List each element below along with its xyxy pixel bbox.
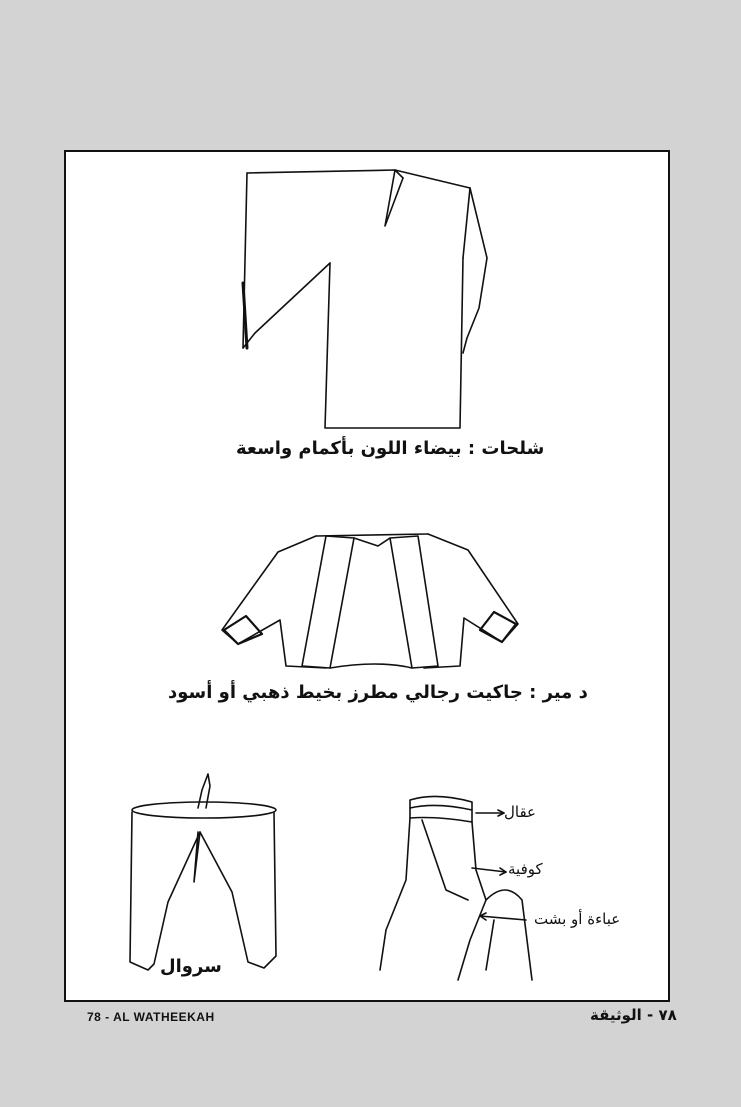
footer-page-number-en: 78 - AL WATHEEKAH <box>87 1010 215 1024</box>
shalhat-robe-illustration <box>235 158 495 438</box>
footer-page-number-ar: ٧٨ - الوثيقة <box>590 1006 677 1024</box>
abaya-label: عباءة أو بشت <box>534 910 621 928</box>
sirwal-trousers-illustration <box>124 772 284 982</box>
damir-caption: د مير : جاكيت رجالي مطرز بخيط ذهبي أو أسود <box>168 682 588 703</box>
damir-jacket-illustration <box>218 526 524 672</box>
shalhat-caption: شلحات : بيضاء اللون بأكمام واسعة <box>236 438 545 459</box>
iqal-label: عقال <box>504 803 537 821</box>
sirwal-label: سروال <box>160 956 222 977</box>
kufiya-label: كوفية <box>508 860 543 878</box>
